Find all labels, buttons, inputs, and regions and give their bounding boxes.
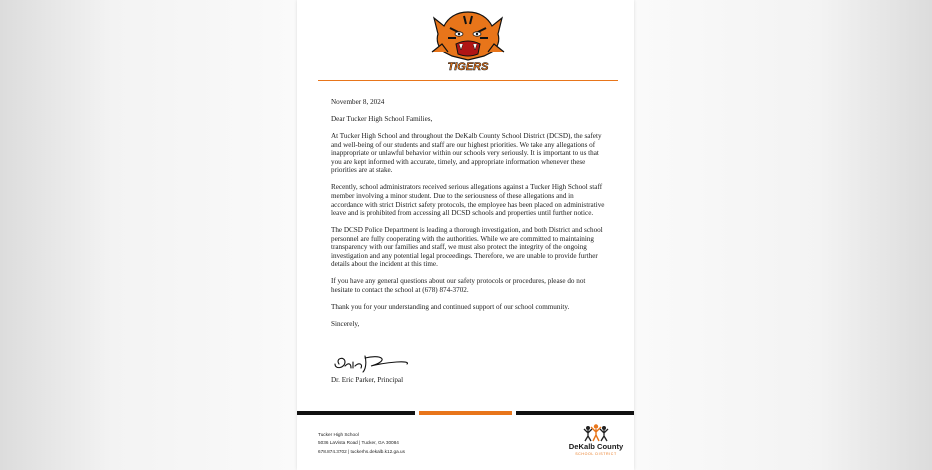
tiger-logo-icon (428, 8, 508, 74)
letter-salutation: Dear Tucker High School Families, (331, 114, 433, 123)
letter-paragraph: If you have any general questions about our safety protocols or procedures, please do not hesitate to contact the school at (678) 874-3702. (331, 277, 586, 295)
letter-closing: Sincerely, (331, 320, 360, 329)
letter-paragraph: Recently, school administrators received serious allegations against a Tucker High School staff member involving a minor student. Due to the seriousness of these allegations and in accordance with strict District safety protocols, the employee has been placed on administrative leave and is prohibited from accessing all DCSD schools and properties until further notice. (331, 183, 605, 218)
people-figures-icon (567, 423, 625, 443)
footer-street: 5036 LaVista Road | Tucker, GA 30084 (318, 440, 399, 446)
tigers-wordmark: TIGERS (447, 61, 489, 73)
footer-address (318, 431, 405, 456)
signature-image (331, 352, 415, 374)
district-subtitle: SCHOOL DISTRICT (575, 452, 617, 456)
footer-contact: 678.874.3702 | tuckerhs.dekalb.k12.ga.us (318, 448, 405, 454)
header-divider (318, 80, 618, 81)
tiger-head-icon (432, 12, 504, 60)
footer-bar-right (516, 411, 634, 415)
letter-page (297, 0, 634, 470)
footer-bar-center (419, 411, 512, 415)
district-logo (567, 423, 625, 459)
footer-school-name: Tucker High School (318, 432, 359, 437)
letter-paragraph: The DCSD Police Department is leading a thorough investigation, and both District and school personnel are fully cooperating with the authorities. While we are committed to maintaining transparency with our families and staff, we must also protect the integrity of the ongoing investigation and any potential legal proceedings. Therefore, we are unable to provide further details about the incident at this time. (331, 226, 603, 269)
letter-body (331, 98, 606, 337)
letter-paragraph: At Tucker High School and throughout the DeKalb County School District (DCSD), the safety and well-being of our students and staff are our highest priorities. We take any allegations of inappropriate or unlawful behavior within our schools very seriously. It is important to us that you are kept informed with accurate, timely, and appropriate information whenever these priorities are at stake. (331, 131, 602, 175)
letter-paragraph: Thank you for your understanding and continued support of our school community. (331, 303, 570, 312)
district-name: DeKalb County (568, 442, 624, 451)
footer-bar-left (297, 411, 415, 415)
signer-name: Dr. Eric Parker, Principal (331, 376, 404, 384)
letter-date: November 8, 2024 (331, 98, 385, 106)
